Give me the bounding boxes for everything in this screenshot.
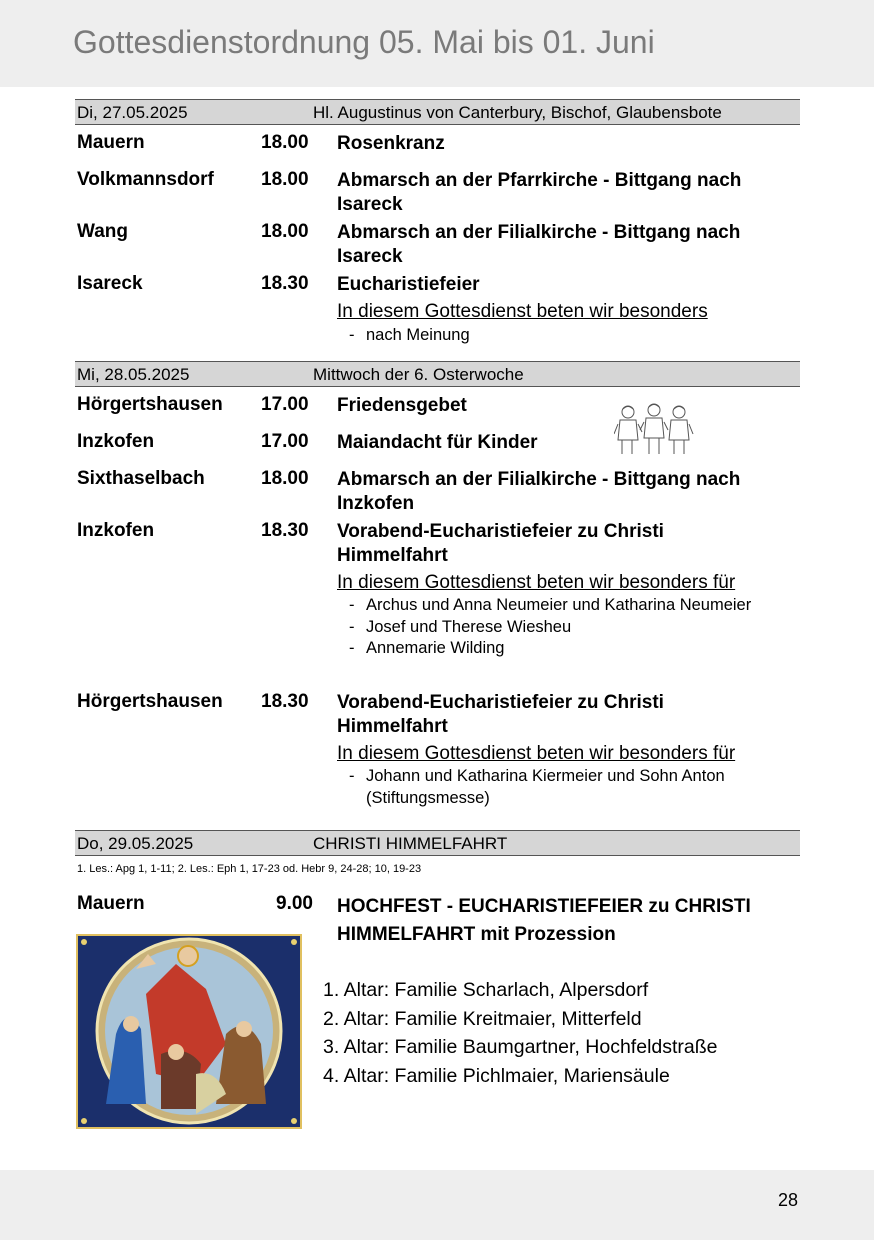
service-place: Inzkofen: [77, 431, 155, 452]
day-feast: Mittwoch der 6. Osterwoche: [313, 365, 524, 384]
service-title: Vorabend-Eucharistiefeier zu Christi Himmelfahrt: [337, 521, 664, 566]
day-date: Mi, 28.05.2025: [77, 365, 190, 384]
intention-list: [349, 325, 789, 347]
service-time: 18.00: [261, 468, 309, 489]
altar-item: 4. Altar: Familie Pichlmaier, Mariensäule: [323, 1064, 670, 1087]
intention-heading: In diesem Gottesdienst beten wir besonders für: [337, 572, 736, 593]
page-footer: [0, 1170, 874, 1240]
intention-name: - Annemarie Wilding: [349, 638, 789, 660]
day-header: [75, 830, 800, 856]
service-place: Wang: [77, 221, 129, 242]
service-title: Abmarsch an der Pfarrkirche - Bittgang nach Isareck: [337, 170, 742, 215]
service-title: Abmarsch an der Filialkirche - Bittgang nach Inzkofen: [337, 469, 741, 514]
day-date: Do, 29.05.2025: [77, 834, 194, 853]
service-title: Eucharistiefeier: [337, 274, 480, 295]
service-time: 17.00: [261, 431, 309, 452]
service-title: Maiandacht für Kinder: [337, 432, 538, 453]
day-header: [75, 361, 800, 387]
service-title: Vorabend-Eucharistiefeier zu Christi Himmelfahrt: [337, 692, 664, 737]
intention-name: - nach Meinung: [349, 325, 789, 347]
day-date: Di, 27.05.2025: [77, 103, 188, 122]
intention-name: - Johann und Katharina Kiermeier und Sohn Anton (Stiftungsmesse): [349, 766, 789, 809]
service-time: 18.30: [261, 273, 309, 294]
service-place: Inzkofen: [77, 520, 155, 541]
service-place: Sixthaselbach: [77, 468, 205, 489]
intention-heading: In diesem Gottesdienst beten wir besonders für: [337, 743, 736, 764]
service-place: Volkmannsdorf: [77, 169, 214, 190]
service-time: 18.00: [261, 221, 309, 242]
service-place: Hörgertshausen: [77, 394, 223, 415]
intention-name: - Archus und Anna Neumeier und Katharina Neumeier: [349, 595, 789, 617]
service-title: Friedensgebet: [337, 395, 467, 416]
intention-heading: In diesem Gottesdienst beten wir besonders: [337, 301, 708, 322]
service-title: Rosenkranz: [337, 133, 445, 154]
altar-list: [323, 976, 718, 1090]
page-number: 28: [777, 1190, 798, 1210]
ascension-stained-glass-image: [76, 934, 302, 1129]
day-feast: CHRISTI HIMMELFAHRT: [313, 834, 508, 853]
intention-list: [349, 766, 789, 809]
service-time: 18.00: [261, 169, 309, 190]
service-time: 18.30: [261, 691, 309, 712]
service-time: 17.00: [261, 394, 309, 415]
page-title: Gottesdienstordnung 05. Mai bis 01. Juni: [73, 24, 655, 60]
service-place: Isareck: [77, 273, 143, 294]
service-time: 9.00: [276, 893, 313, 914]
service-place: Mauern: [77, 132, 145, 153]
service-place: Mauern: [77, 893, 145, 914]
service-title: Abmarsch an der Filialkirche - Bittgang nach Isareck: [337, 222, 741, 267]
readings: 1. Les.: Apg 1, 1-11; 2. Les.: Eph 1, 17-23 od. Hebr 9, 24-28; 10, 19-23: [77, 863, 422, 875]
page-header: [0, 0, 874, 87]
intention-name: - Josef und Therese Wiesheu: [349, 617, 789, 639]
service-place: Hörgertshausen: [77, 691, 223, 712]
service-time: 18.30: [261, 520, 309, 541]
intention-list: [349, 595, 789, 660]
altar-item: 2. Altar: Familie Kreitmaier, Mitterfeld: [323, 1007, 642, 1030]
day-header: [75, 99, 800, 125]
day-feast: Hl. Augustinus von Canterbury, Bischof, Glaubensbote: [313, 103, 722, 122]
children-sketch-icon: [614, 400, 694, 458]
service-time: 18.00: [261, 132, 309, 153]
service-title: HOCHFEST - EUCHARISTIEFEIER zu CHRISTI HIMMELFAHRT mit Prozession: [337, 896, 751, 945]
altar-item: 3. Altar: Familie Baumgartner, Hochfeldstraße: [323, 1036, 718, 1058]
altar-item: 1. Altar: Familie Scharlach, Alpersdorf: [323, 979, 649, 1001]
